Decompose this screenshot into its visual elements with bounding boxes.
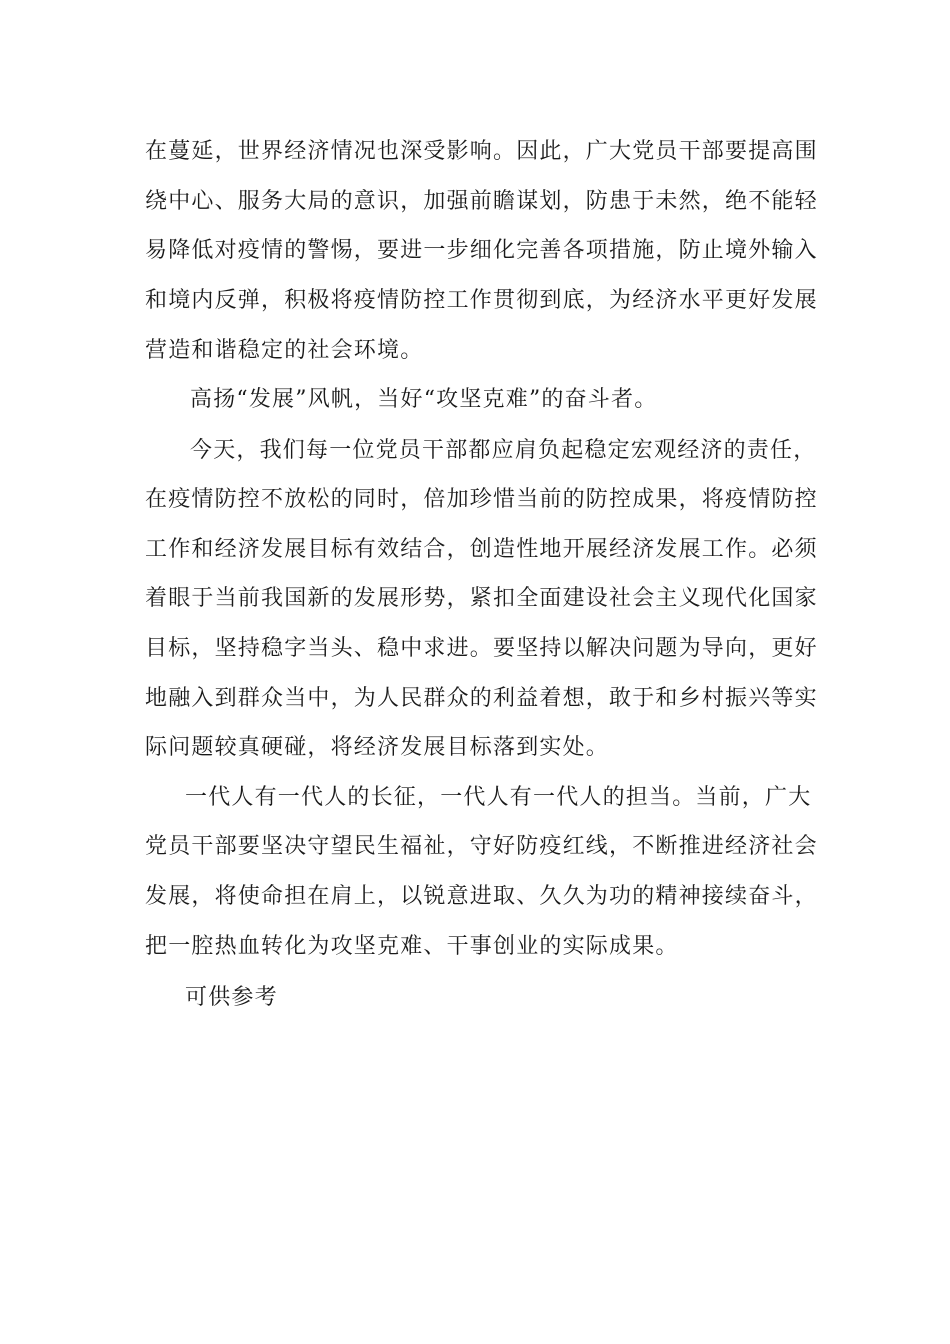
paragraph-line: 和境内反弹，积极将疫情防控工作贯彻到底，为经济水平更好发展 [145, 288, 818, 313]
paragraph-line: 发展，将使命担在肩上，以锐意进取、久久为功的精神接续奋斗， [145, 884, 818, 909]
paragraph-line: 在蔓延，世界经济情况也深受影响。因此，广大党员干部要提高围 [145, 139, 818, 164]
paragraph-line: 营造和谐稳定的社会环境。 [145, 338, 424, 363]
paragraph-line: 一代人有一代人的长征，一代人有一代人的担当。当前，广大 [185, 785, 812, 810]
paragraph-line: 际问题较真硬碰，将经济发展目标落到实处。 [145, 735, 610, 760]
paragraph-line: 党员干部要坚决守望民生福祉，守好防疫红线，不断推进经济社会 [145, 834, 818, 859]
paragraph-line: 把一腔热血转化为攻坚克难、干事创业的实际成果。 [145, 934, 679, 959]
paragraph-line: 目标，坚持稳字当头、稳中求进。要坚持以解决问题为导向，更好 [145, 636, 818, 661]
paragraph-line: 在疫情防控不放松的同时，倍加珍惜当前的防控成果，将疫情防控 [145, 487, 818, 512]
paragraph-line: 地融入到群众当中，为人民群众的利益着想，敢于和乡村振兴等实 [145, 686, 818, 711]
closing-note-text: 可供参考 [185, 985, 278, 1010]
paragraph-line: 易降低对疫情的警惕，要进一步细化完善各项措施，防止境外输入 [145, 238, 818, 263]
section-heading-text: 高扬“发展”风帆，当好“攻坚克难”的奋斗者。 [190, 387, 658, 412]
paragraph-line: 今天，我们每一位党员干部都应肩负起稳定宏观经济的责任， [190, 438, 817, 463]
paragraph-line: 绕中心、服务大局的意识，加强前瞻谋划，防患于未然，绝不能轻 [145, 189, 818, 214]
paragraph-line: 着眼于当前我国新的发展形势，紧扣全面建设社会主义现代化国家 [145, 586, 818, 611]
paragraph-line: 工作和经济发展目标有效结合，创造性地开展经济发展工作。必须 [145, 537, 818, 562]
